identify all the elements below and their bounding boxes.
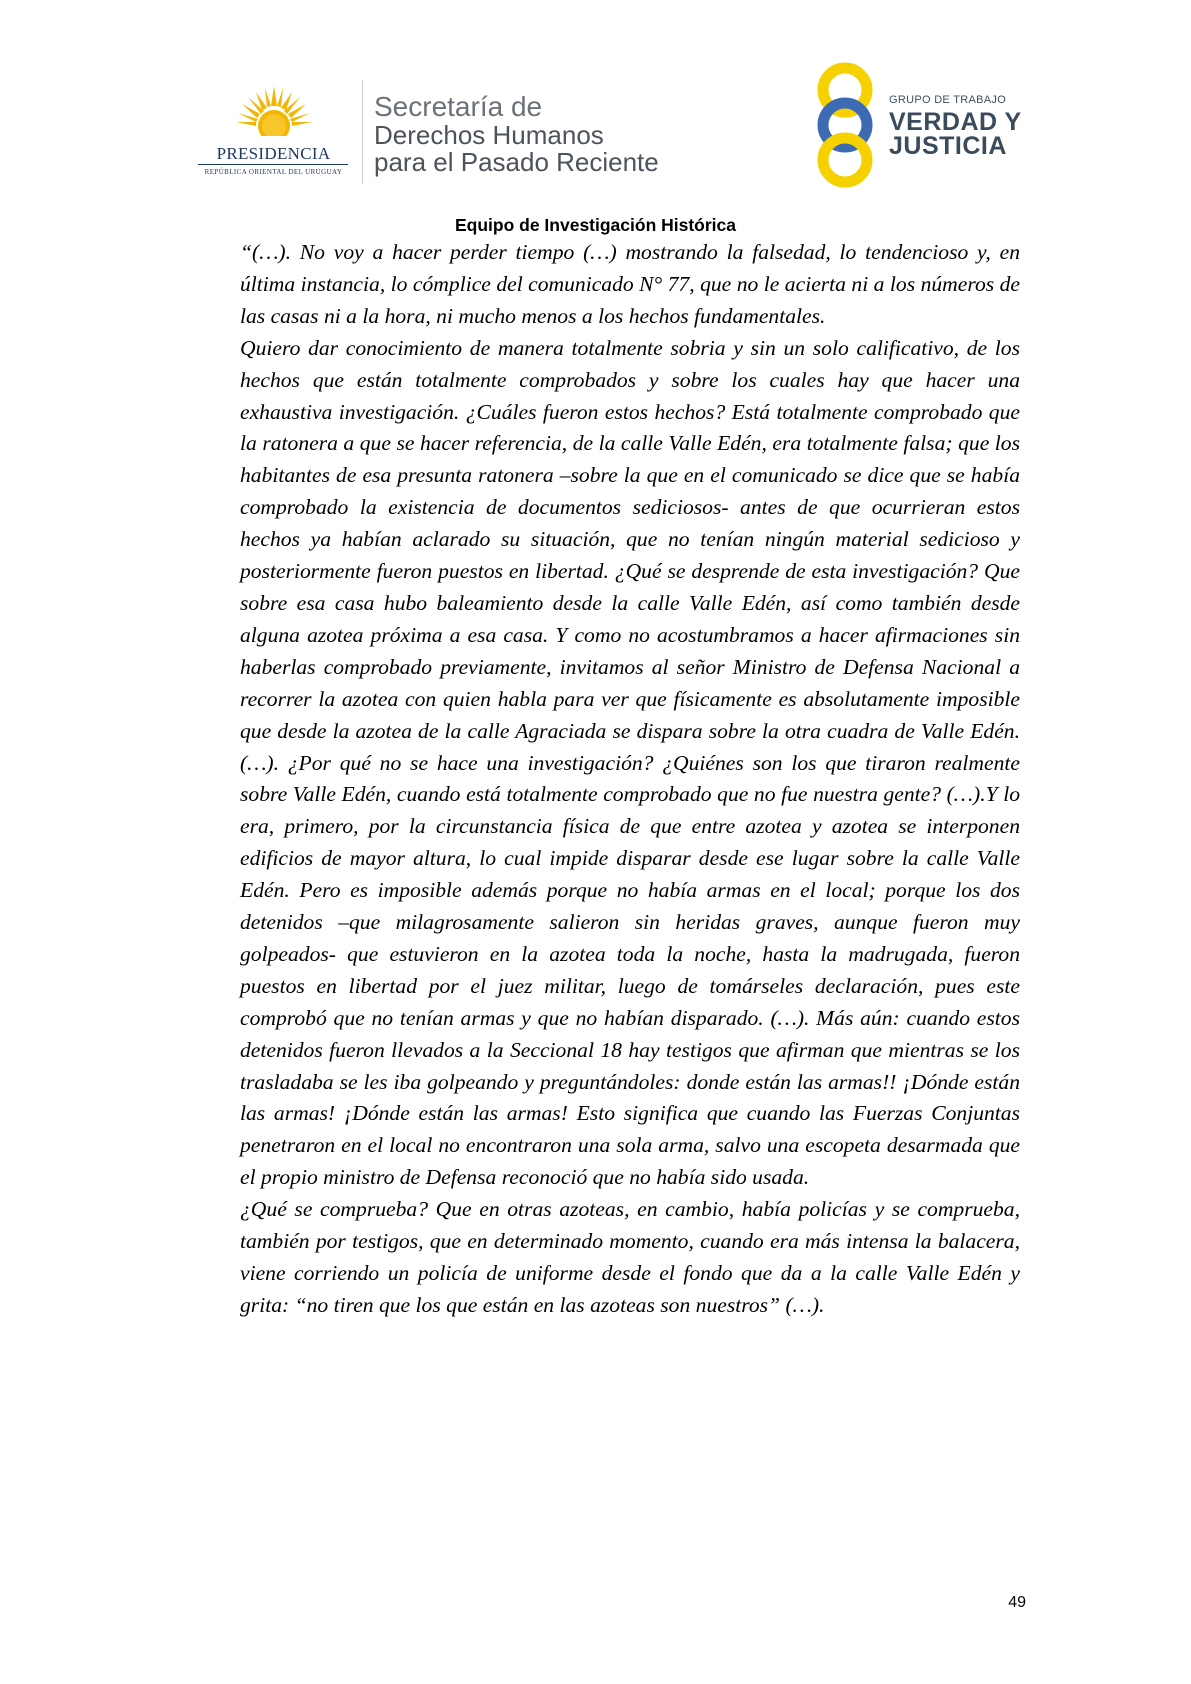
logo-divider [362,80,363,184]
justicia-label: JUSTICIA [889,132,1007,160]
presidencia-name: PRESIDENCIA [216,144,331,163]
secretaria-line-3: para el Pasado Reciente [374,147,659,177]
sun-icon [234,84,314,140]
presidencia-divider [198,164,348,165]
page-number: 49 [1008,1594,1026,1611]
secretaria-line-1: Secretaría de [374,91,543,122]
presidencia-subtitle: REPÚBLICA ORIENTAL DEL URUGUAY [204,168,343,176]
page-header [0,0,1191,200]
verdad-label: VERDAD Y [889,108,1022,136]
document-body [240,237,1020,1322]
presidencia-logo [196,84,351,184]
grupo-label: GRUPO DE TRABAJO [889,94,1007,106]
secretaria-title [374,92,659,176]
secretaria-line-2: Derechos Humanos [374,120,604,150]
paragraph: Quiero dar conocimiento de manera totalmente sobria y sin un solo calificativo, de los hechos que están totalmente comprobados y sobre los cuales hay que hacer una exhaustiva investigación. ¿Cuáles fueron estos hechos? Está totalmente comprobado que la ratonera a que se hacer referencia, de la calle Valle Edén, era totalmente falsa; que los habitantes de esa presunta ratonera –sobre la que en el comunicado se dice que se había comprobado la existencia de documentos sediciosos- antes de que ocurrieran estos hechos ya habían aclarado su situación, que no tenían ningún material sedicioso y posteriormente fueron puestos en libertad. ¿Qué se desprende de esta investigación? Que sobre esa casa hubo baleamiento desde la calle Valle Edén, así como también desde alguna azotea próxima a esa casa. Y como no acostumbramos a hacer afirmaciones sin haberlas comprobado previamente, invitamos al señor Ministro de Defensa Nacional a recorrer la azotea con quien habla para ver que físicamente es absolutamente imposible que desde la azotea de la calle Agraciada se dispara sobre la otra cuadra de Valle Edén. (…). ¿Por qué no se hace una investigación? ¿Quiénes son los que tiraron realmente sobre Valle Edén, cuando está totalmente comprobado que no fue nuestra gente? (…).Y lo era, primero, por la circunstancia física de que entre azotea y azotea se interponen edificios de mayor altura, lo cual impide disparar desde ese lugar sobre la calle Valle Edén. Pero es imposible además porque no había armas en el local; porque los dos detenidos –que milagrosamente salieron sin heridas graves, aunque fueron muy golpeados- que estuvieron en la azotea toda la noche, hasta la madrugada, fueron puestos en libertad por el juez militar, luego de tomárseles declaración, pues este comprobó que no tenían armas y que no habían disparado. (…). Más aún: cuando estos detenidos fueron llevados a la Seccional 18 hay testigos que afirman que mientras se los trasladaba se les iba golpeando y preguntándoles: donde están las armas!! ¡Dónde están las armas! ¡Dónde están las armas! Esto significa que cuando las Fuerzas Conjuntas penetraron en el local no encontraron una sola arma, salvo una escopeta desarmada que el propio ministro de Defensa reconoció que no había sido usada. [240,335,1020,1190]
interlocked-rings-icon [805,62,885,188]
verdad-justicia-logo [805,62,1025,192]
team-title: Equipo de Investigación Histórica [454,215,737,235]
paragraph: “(…). No voy a hacer perder tiempo (…) mostrando la falsedad, lo tendencioso y, en última instancia, lo cómplice del comunicado N° 77, que no le acierta ni a los números de las casas ni a la hora, ni mucho menos a los hechos fundamentales. [240,240,1020,328]
paragraph: ¿Qué se comprueba? Que en otras azoteas, en cambio, había policías y se comprueba, también por testigos, que en determinado momento, cuando era más intensa la balacera, viene corriendo un policía de uniforme desde el fondo que da a la calle Valle Edén y grita: “no tiren que los que están en las azoteas son nuestros” (…). [240,1197,1020,1317]
